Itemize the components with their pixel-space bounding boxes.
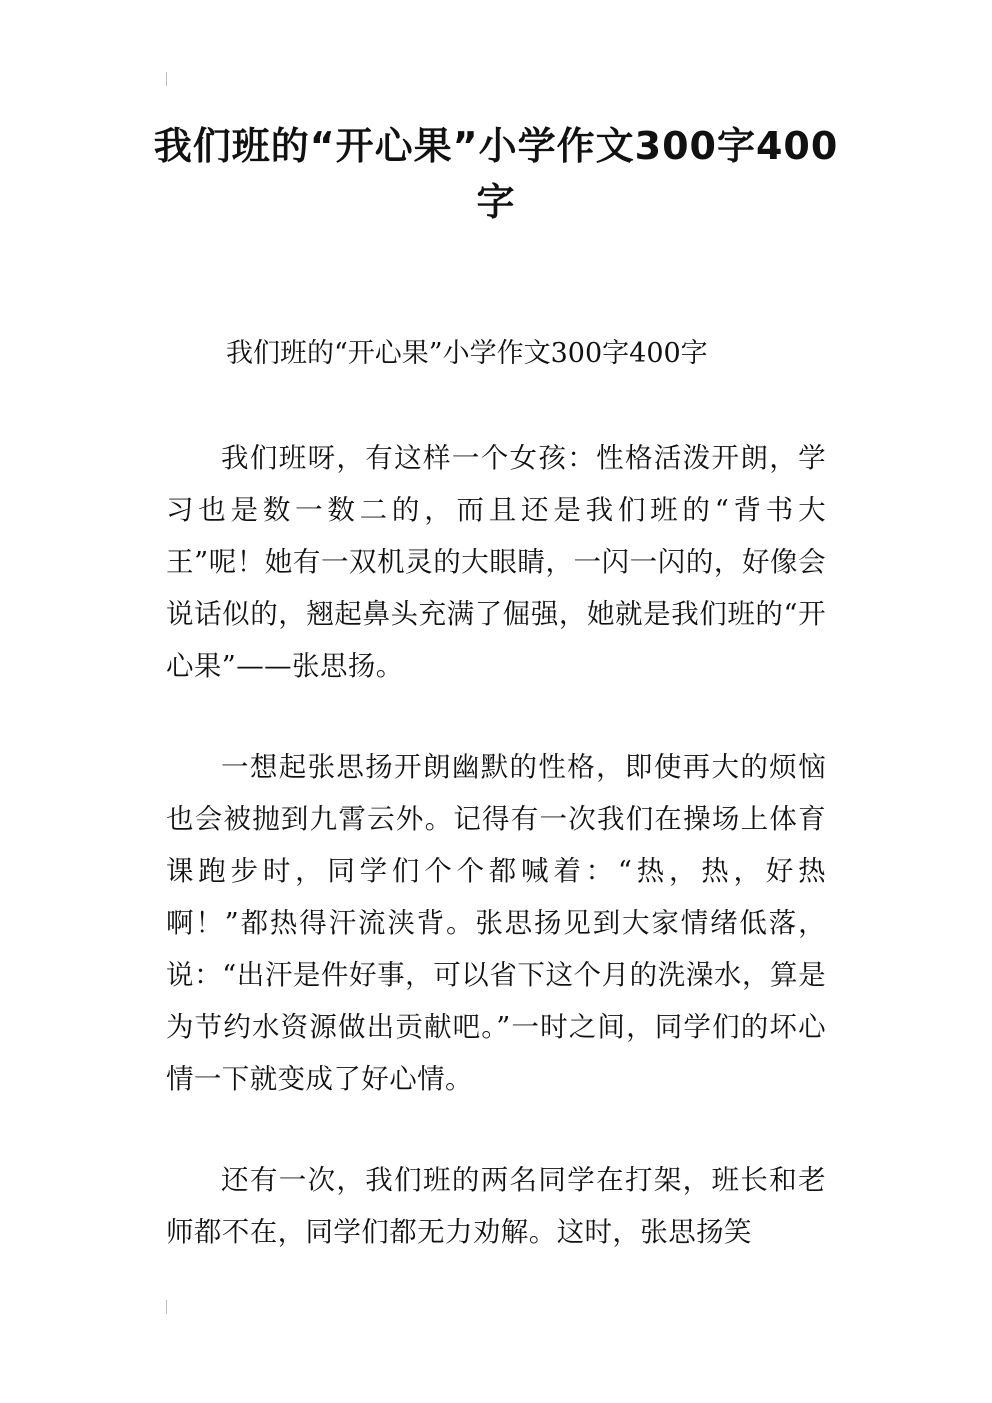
page-corner-mark-bottom	[166, 1300, 167, 1314]
document-title: 我们班的“开心果”小学作文300字400字	[153, 124, 839, 224]
paragraph-3: 还有一次，我们班的两名同学在打架，班长和老师都不在，同学们都无力劝解。这时，张思扬笑	[166, 1164, 826, 1248]
document-subtitle: 我们班的“开心果”小学作文300字400字	[226, 338, 708, 369]
document-body	[166, 432, 826, 1307]
paragraph-2: 一想起张思扬开朗幽默的性格，即使再大的烦恼也会被抛到九霄云外。记得有一次我们在操场上体育课跑步时，同学们个个都喊着：“热，热，好热啊！”都热得汗流浃背。张思扬见到大家情绪低落，说：“出汗是件好事，可以省下这个月的洗澡水，算是为节约水资源做出贡献吧。”一时之间，同学们的坏心情一下就变成了好心情。	[166, 751, 826, 1095]
page-corner-mark-top	[166, 72, 167, 86]
paragraph-1: 我们班呀，有这样一个女孩：性格活泼开朗，学习也是数一数二的，而且还是我们班的“背书大王”呢！她有一双机灵的大眼睛，一闪一闪的，好像会说话似的，翘起鼻头充满了倔强，她就是我们班的“开心果”——张思扬。	[166, 442, 826, 682]
